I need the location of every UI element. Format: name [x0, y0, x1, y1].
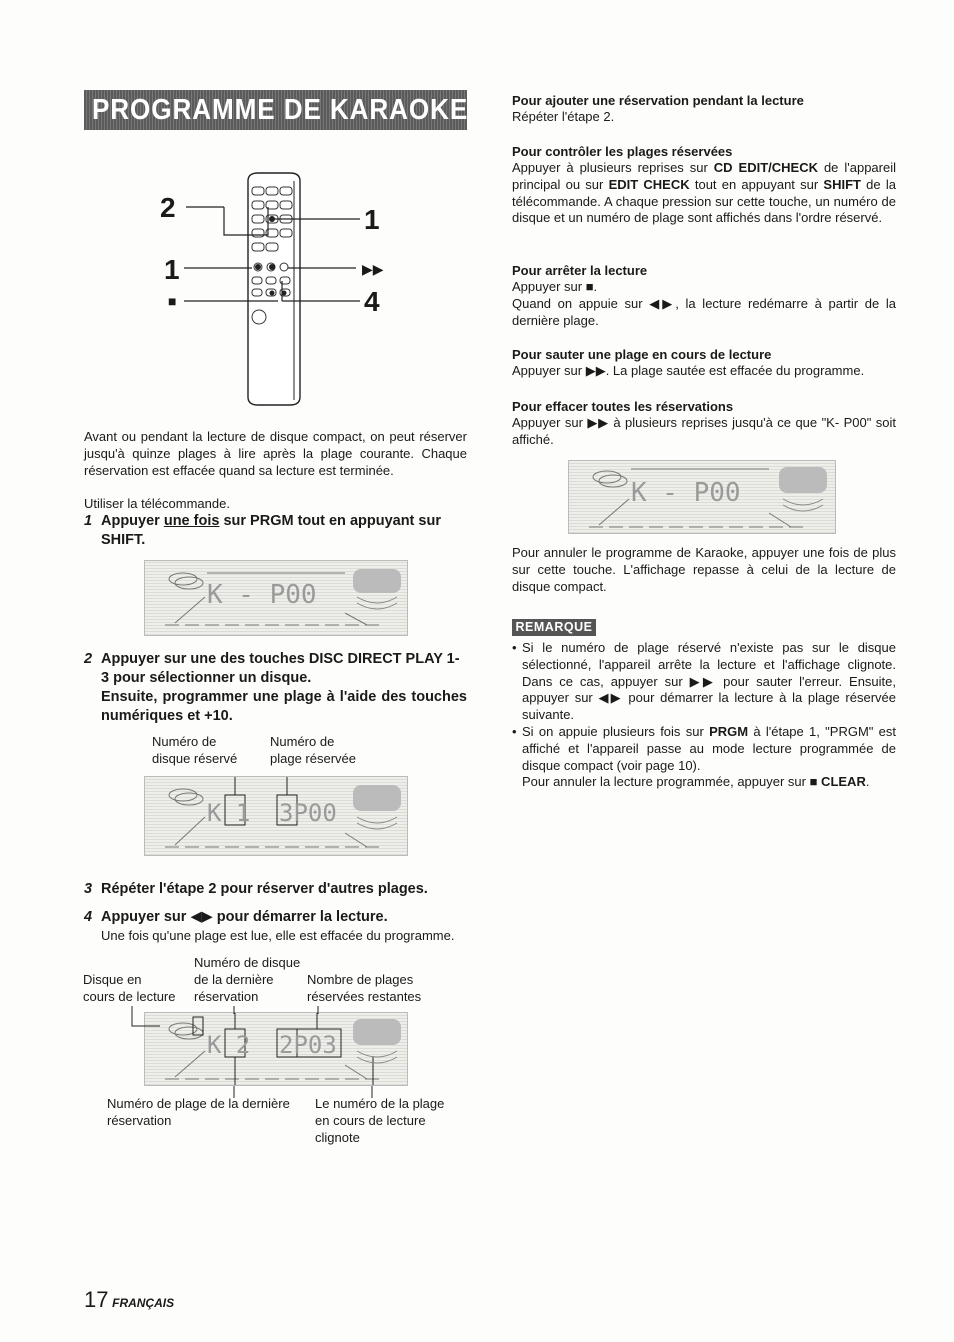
text-skip: Appuyer sur ▶▶. La plage sautée est effacée du programme. [512, 363, 865, 378]
right-column [512, 92, 896, 126]
label-current-track-a: Le numéro de la plage [315, 1096, 445, 1111]
lcd-segments-icon [145, 561, 408, 636]
label-disc-reserved [152, 734, 237, 768]
lcd-text-track: 3P00 [279, 799, 337, 827]
callout-2-left: 2 [160, 192, 176, 223]
lcd-display-k-p00-right [568, 460, 836, 534]
lcd-text-disc: K 1 [207, 799, 251, 827]
callout-play-right: ▶▶ [362, 261, 384, 277]
text-check-reserved [512, 160, 896, 227]
use-remote-text: Utiliser la télécommande. [84, 496, 230, 511]
heading-skip: Pour sauter une plage en cours de lecture [512, 347, 772, 362]
check-text-2: de l'appareil principal ou sur [512, 160, 896, 192]
remarque-bullet-2 [512, 724, 896, 791]
remarque-bullet-1-text: Si le numéro de plage réservé n'existe pas sur le disque sélectionné, l'appareil arrête la lecture et l'affichage clignote. Dans ce cas, appuyer sur ▶▶ pour sauter l'erreur. Ensuite, appuyer sur ◀▶ pour démarrer la lecture à la plage réservée suivante. [522, 640, 896, 723]
label-disc-reserved-a: Numéro de [152, 734, 217, 749]
remarque-b2-bold: PRGM [709, 724, 749, 739]
section-check [512, 143, 896, 227]
step-3 [84, 880, 467, 899]
callout-stop-left: ■ [168, 293, 177, 309]
callout-1-left: 1 [164, 254, 180, 285]
check-text-3: tout en appuyant sur [689, 176, 824, 192]
section-clear [512, 398, 896, 449]
label-disc-playing-a: Disque en [83, 972, 142, 987]
callout-1-right: 1 [364, 204, 380, 235]
step-1-number: 1 [84, 513, 93, 529]
lcd-segments-icon [569, 461, 836, 534]
step-1-pre: Appuyer [101, 513, 164, 529]
step-3-text: Répéter l'étape 2 pour réserver d'autres plages. [101, 881, 428, 897]
heading-clear: Pour effacer toutes les réservations [512, 399, 734, 414]
text-clear: Appuyer sur ▶▶ à plusieurs reprises jusqu'à ce que "K- P00" soit affiché. [512, 415, 896, 447]
check-bold-3: SHIFT [823, 176, 861, 192]
lcd-text-disc: K 2 [207, 1031, 251, 1059]
step-1-underline: une fois [163, 513, 220, 529]
step-4 [84, 908, 467, 927]
label-track-reserved-b: plage réservée [270, 750, 356, 766]
check-text-1: Appuyer à plusieurs reprises sur [512, 160, 714, 175]
lcd-text-track: 2P03 [279, 1031, 337, 1059]
text-stop-2: Quand on appuie sur ◀▶, la lecture redémarre à partir de la dernière plage. [512, 295, 896, 328]
label-disc-number: Numéro de disque [194, 955, 301, 970]
remarque-b2-text-4: . [865, 774, 870, 790]
label-current-track-b: en cours de lecture [315, 1112, 426, 1128]
text-cancel-karaoke: Pour annuler le programme de Karaoke, appuyer une fois de plus sur cette touche. L'affichage repasse à celui de la lecture de disque compact. [512, 545, 896, 594]
section-skip [512, 346, 896, 380]
section-title-bar [84, 90, 467, 130]
remarque-b2-text-2: à l'étape 1, "PRGM" est affiché et l'appareil passe au mode lecture programmée de disque compact (voir page 10). [522, 724, 897, 773]
lcd-text: K - P00 [631, 478, 741, 508]
step-2 [84, 650, 467, 724]
lcd-display-k-p00 [144, 560, 408, 636]
section-stop [512, 262, 896, 329]
step-4-post: pour démarrer la lecture. [212, 909, 388, 925]
lcd-text: K - P00 [207, 580, 317, 610]
callout-lines-icon [120, 1000, 420, 1110]
label-remaining-a: Nombre de plages [307, 972, 414, 987]
label-current-track-c: clignote [315, 1129, 360, 1145]
page-footer [84, 1288, 174, 1312]
step-4-note: Une fois qu'une plage est lue, elle est effacée du programme. [101, 928, 455, 943]
label-current-track [315, 1096, 444, 1146]
text-stop-1: Appuyer sur ■. [512, 279, 598, 294]
label-track-reserved [270, 734, 356, 768]
label-track-reserved-a: Numéro de [270, 734, 335, 749]
label-last-reservation-a: de la dernière [194, 972, 274, 987]
step-2-line1: Appuyer sur une des touches DISC DIRECT PLAY 1-3 pour sélectionner un disque. [101, 651, 460, 686]
label-track-last-a: Numéro de plage de la dernière [107, 1096, 290, 1111]
page-language: FRANÇAIS [112, 1296, 175, 1310]
remarque-b2-text-3: Pour annuler la lecture programmée, appuyer sur [522, 774, 810, 790]
check-bold-2: EDIT CHECK [608, 176, 690, 192]
step-4-pre: Appuyer sur [101, 909, 191, 925]
label-disc-reserved-b: disque réservé [152, 750, 238, 766]
step-2-number: 2 [84, 651, 93, 667]
check-text-4: de la télécommande. A chaque pression sur cette touche, un numéro de disque et un numéro de plage sont affichés dans l'ordre réservé. [512, 176, 896, 226]
play-pause-icon: ◀▶ [190, 909, 213, 925]
remarque-bullet-1 [512, 640, 896, 724]
step-2-line2: Ensuite, programmer une plage à l'aide des touches numériques et +10. [101, 689, 467, 724]
heading-stop: Pour arrêter la lecture [512, 263, 648, 278]
step-1 [84, 512, 467, 548]
step-1-post: sur PRGM tout en appuyant sur SHIFT. [101, 513, 441, 548]
lcd-segments-icon [145, 777, 408, 856]
remarque-b2-bold-2: ■ CLEAR [809, 774, 866, 790]
callout-4-right: 4 [364, 286, 380, 317]
label-last-reservation-b: réservation [194, 988, 259, 1004]
remote-control-illustration [160, 165, 400, 410]
text-add-reservation: Répéter l'étape 2. [512, 109, 615, 124]
remarque-b2-text-1: Si on appuie plusieurs fois sur [522, 724, 710, 739]
page-number: 17 [84, 1287, 109, 1312]
heading-add-reservation: Pour ajouter une réservation pendant la lecture [512, 93, 804, 108]
label-track-last-b: réservation [107, 1112, 172, 1128]
intro-paragraph: Avant ou pendant la lecture de disque compact, on peut réserver jusqu'à quinze plages à lire après la plage courante. Chaque réservation est effacée quand sa lecture est terminée. [84, 429, 467, 478]
label-track-last [107, 1096, 290, 1130]
label-disc-playing-b: cours de lecture [83, 988, 176, 1004]
step-3-number: 3 [84, 881, 93, 897]
bullet-icon: • [512, 724, 517, 739]
lcd-display-k1-3p00 [144, 776, 408, 856]
remarque-badge: REMARQUE [512, 619, 596, 636]
bullet-icon: • [512, 640, 517, 655]
step-4-number: 4 [84, 909, 93, 925]
section-title: PROGRAMME DE KARAOKE [92, 94, 469, 126]
check-bold-1: CD EDIT/CHECK [713, 160, 818, 175]
label-remaining-b: réservées restantes [307, 988, 422, 1004]
heading-check-reserved: Pour contrôler les plages réservées [512, 144, 733, 159]
